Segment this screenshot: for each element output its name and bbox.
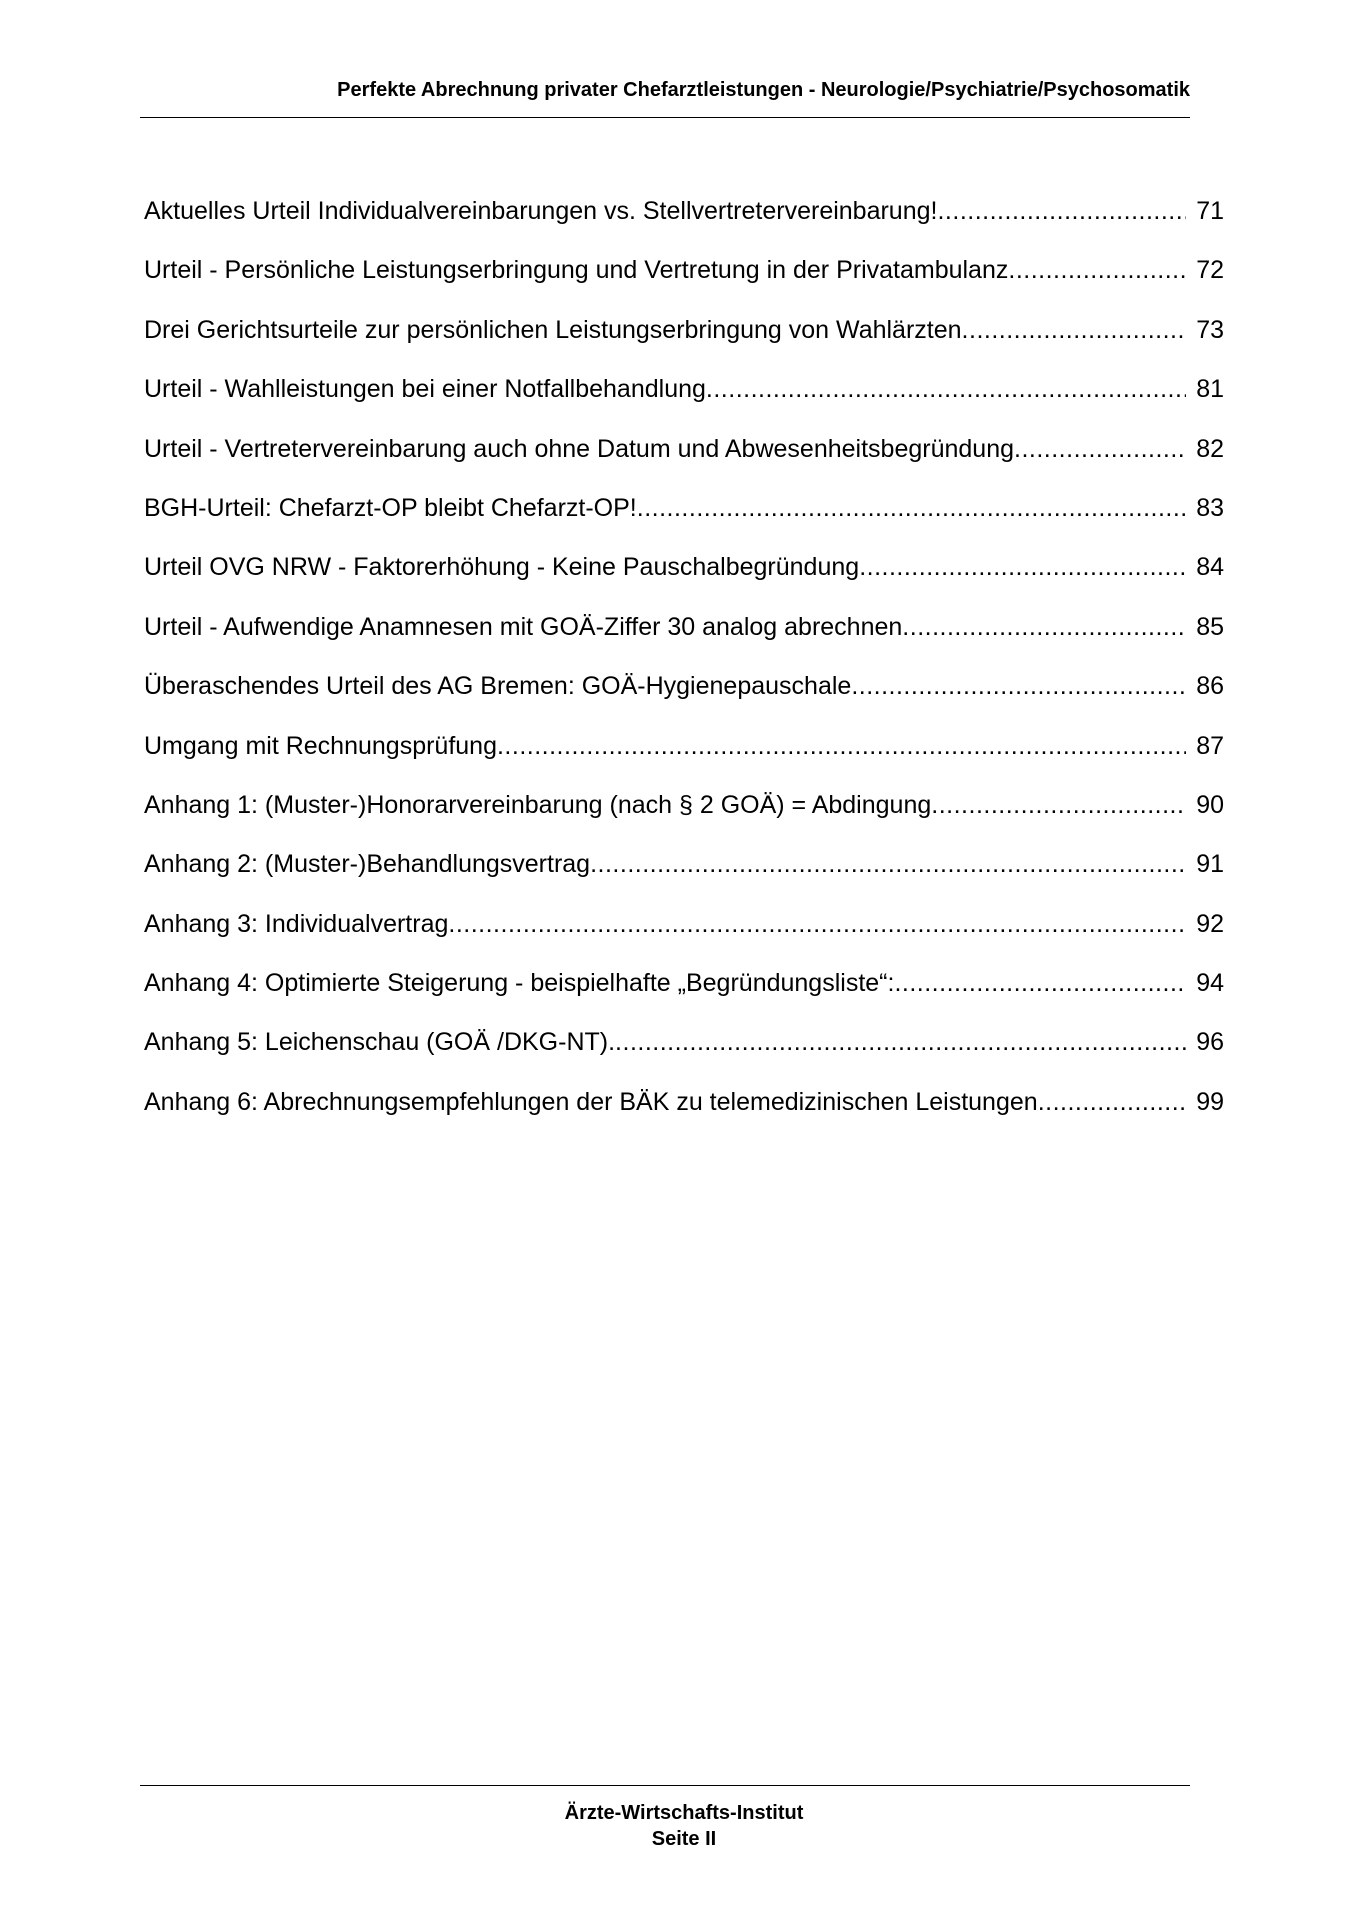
toc-entry-title: Urteil - Vertretervereinbarung auch ohne Datum und Abwesenheitsbegründung	[144, 434, 1014, 463]
footer-page-label: Seite II	[651, 1828, 717, 1850]
toc-entry-page: 82	[1196, 434, 1224, 463]
toc-entry	[144, 196, 1224, 255]
toc-entry-page: 91	[1196, 850, 1224, 879]
toc-leader-dots	[1008, 255, 1186, 285]
toc-leader-dots	[937, 196, 1186, 226]
toc-entry-title: Urteil OVG NRW - Faktorerhöhung - Keine Pauschalbegründung	[144, 553, 860, 582]
toc-entry-title: Urteil - Aufwendige Anamnesen mit GOÄ-Ziffer 30 analog abrechnen	[144, 612, 903, 641]
toc-entry	[144, 909, 1224, 968]
toc-entry	[144, 434, 1224, 493]
toc-entry-title: Aktuelles Urteil Individualvereinbarungen vs. Stellvertretervereinbarung!	[144, 197, 938, 225]
toc-entry-title: Anhang 1: (Muster-)Honorarvereinbarung (nach § 2 GOÄ) = Abdingung	[144, 790, 932, 819]
page-footer	[140, 1800, 1228, 1852]
toc-leader-dots	[931, 790, 1186, 820]
toc-entry-title: Umgang mit Rechnungsprüfung	[144, 731, 497, 760]
toc-entry	[144, 1087, 1224, 1146]
toc-entry-page: 71	[1196, 197, 1224, 225]
toc-entry-page: 83	[1196, 493, 1224, 522]
toc-entry-page: 86	[1196, 672, 1224, 701]
page-header: Perfekte Abrechnung privater Chefarztleistungen - Neurologie/Psychiatrie/Psychosomatik	[337, 79, 1190, 101]
toc-entry	[144, 255, 1224, 314]
toc-entry-title: Anhang 5: Leichenschau (GOÄ /DKG-NT).	[144, 1028, 616, 1057]
toc-entry-page: 72	[1196, 256, 1224, 285]
toc-leader-dots	[1038, 1087, 1186, 1117]
toc-entry-page: 90	[1196, 790, 1224, 819]
toc-leader-dots	[859, 552, 1186, 582]
toc-entry	[144, 374, 1224, 433]
toc-entry	[144, 790, 1224, 849]
toc-entry-title: Anhang 3: Individualvertrag	[144, 909, 449, 938]
toc-leader-dots	[1014, 434, 1186, 464]
toc-leader-dots	[497, 731, 1186, 761]
toc-entry-title: Anhang 4: Optimierte Steigerung - beispielhafte „Begründungsliste“:	[144, 969, 895, 998]
toc-entry-title: Drei Gerichtsurteile zur persönlichen Leistungserbringung von Wahlärzten	[144, 315, 962, 344]
toc-leader-dots	[448, 909, 1186, 939]
toc-entry-title: Urteil - Persönliche Leistungserbringung und Vertretung in der Privatambulanz	[144, 256, 1009, 285]
toc-entry-page: 99	[1196, 1087, 1224, 1116]
toc-entry	[144, 1027, 1224, 1086]
toc-entry-title: Urteil - Wahlleistungen bei einer Notfallbehandlung	[144, 375, 706, 404]
toc-leader-dots	[894, 968, 1186, 998]
toc-entry	[144, 968, 1224, 1027]
toc-entry-title: BGH-Urteil: Chefarzt-OP bleibt Chefarzt-OP!	[144, 493, 637, 522]
toc-leader-dots	[706, 374, 1186, 404]
toc-leader-dots	[851, 671, 1186, 701]
toc-entry-title: Überaschendes Urteil des AG Bremen: GOÄ-Hygienepauschale	[144, 672, 852, 701]
toc-entry-title: Anhang 2: (Muster-)Behandlungsvertrag	[144, 850, 591, 879]
toc-entry	[144, 612, 1224, 671]
toc-entry-page: 81	[1196, 375, 1224, 404]
toc-entry-page: 84	[1196, 553, 1224, 582]
toc-entry	[144, 552, 1224, 611]
toc-entry	[144, 315, 1224, 374]
toc-leader-dots	[637, 493, 1186, 523]
toc-entry	[144, 493, 1224, 552]
toc-entry-page: 94	[1196, 969, 1224, 998]
toc-entry-title: Anhang 6: Abrechnungsempfehlungen der BÄK zu telemedizinischen Leistungen	[144, 1087, 1038, 1116]
toc-leader-dots	[902, 612, 1186, 642]
toc-entry-page: 96	[1196, 1028, 1224, 1057]
toc-entry	[144, 849, 1224, 908]
table-of-contents	[144, 196, 1224, 1146]
toc-entry-page: 87	[1196, 731, 1224, 760]
toc-entry-page: 85	[1196, 612, 1224, 641]
toc-leader-dots	[962, 315, 1186, 345]
footer-divider	[140, 1785, 1190, 1786]
header-divider	[140, 117, 1190, 118]
toc-entry-page: 92	[1196, 909, 1224, 938]
toc-leader-dots	[590, 849, 1186, 879]
toc-leader-dots	[615, 1027, 1186, 1057]
toc-entry-page: 73	[1196, 315, 1224, 344]
footer-institute: Ärzte-Wirtschafts-Institut	[564, 1802, 804, 1824]
toc-entry	[144, 731, 1224, 790]
toc-entry	[144, 671, 1224, 730]
